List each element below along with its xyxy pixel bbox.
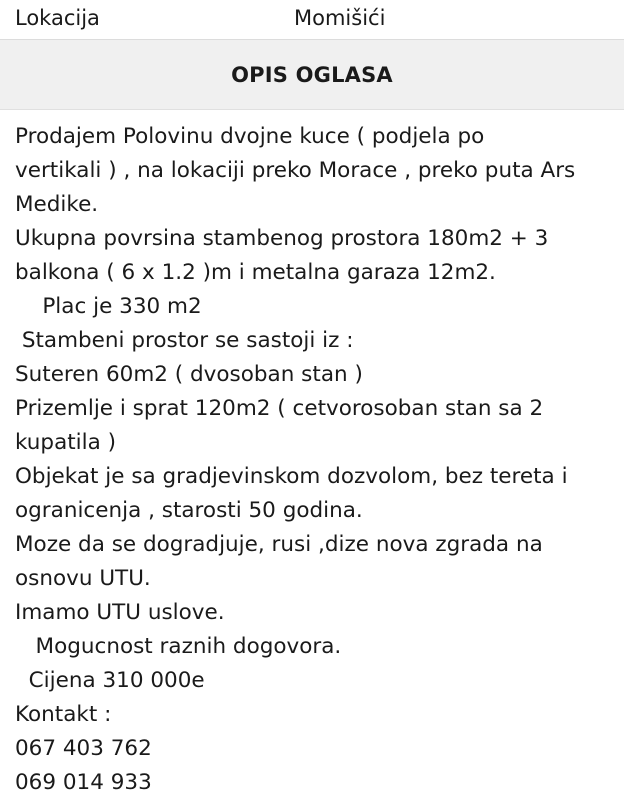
location-row <box>0 0 624 40</box>
section-header <box>0 40 624 110</box>
ad-description: Prodajem Polovinu dvojne kuce ( podjela po vertikali ) , na lokaciji preko Morace , preko puta Ars Medike. Ukupna povrsina stambenog prostora 180m2 + 3 balkona ( 6 x 1.2 )m i metalna garaza 12m2. Plac je 330 m2 Stambeni prostor se sastoji iz : Suteren 60m2 ( dvosoban stan ) Prizemlje i sprat 120m2 ( cetvorosoban stan sa 2 kupatila ) Objekat je sa gradjevinskom dozvolom, bez tereta i ogranicenja , starosti 50 godina. Moze da se dogradjuje, rusi ,dize nova zgrada na osnovu UTU. Imamo UTU uslove. Mogucnost raznih dogovora. Cijena 310 000e Kontakt : 067 403 762 069 014 933 <box>15 124 576 795</box>
location-value: Momišići <box>294 6 386 30</box>
location-label: Lokacija <box>15 6 100 30</box>
section-title: OPIS OGLASA <box>231 62 393 87</box>
